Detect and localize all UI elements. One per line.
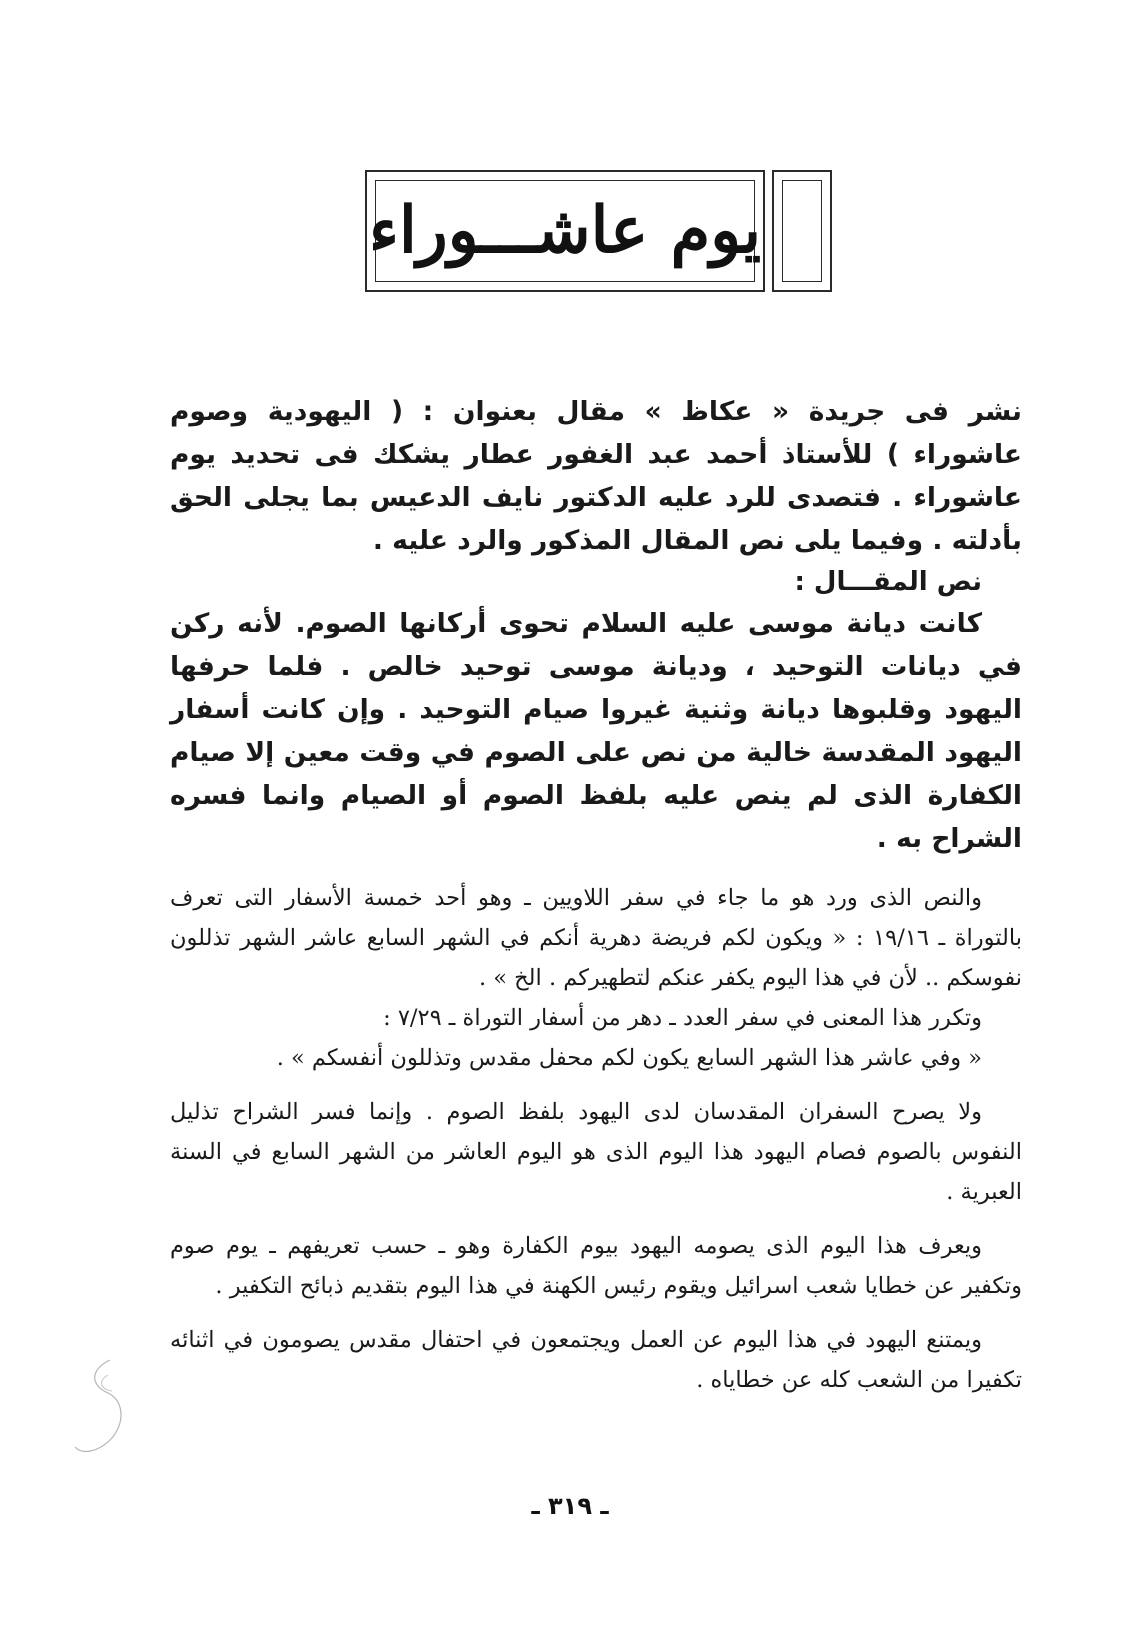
intro-paragraph: نشر فى جريدة « عكاظ » مقال بعنوان : ( اليهودية وصوم عاشوراء ) للأستاذ أحمد عبد الغفور عطار يشكك فى تحديد يوم عاشوراء . فتصدى للرد عليه الدكتور نايف الدعيس بما يجلى الحق بأدلته . وفيما يلى نص المقال المذكور والرد عليه . <box>170 396 1022 556</box>
margin-scribble-mark <box>70 1355 130 1465</box>
page-title: يوم عاشـــوراء <box>368 193 762 268</box>
article-body <box>170 390 1022 1400</box>
article-paragraph-4: « وفي عاشر هذا الشهر السابع يكون لكم محفل مقدس وتذللون أنفسكم » . <box>276 1045 982 1071</box>
article-paragraph-6: ويعرف هذا اليوم الذى يصومه اليهود بيوم الكفارة وهو ـ حسب تعريفهم ـ يوم صوم وتكفير عن خطايا شعب اسرائيل ويقوم رئيس الكهنة في هذا اليوم بتقديم ذبائح التكفير . <box>170 1233 1022 1299</box>
title-frame <box>365 170 765 292</box>
article-paragraph-1: كانت ديانة موسى عليه السلام تحوى أركانها الصوم. لأنه ركن في ديانات التوحيد ، وديانة موسى توحيد خالص . فلما حرفها اليهود وقلبوها ديانة وثنية غيروا صيام التوحيد . وإن كانت أسفار اليهود المقدسة خالية من نص على الصوم في وقت معين إلا صيام الكفارة الذى لم ينص عليه بلفظ الصوم أو الصيام وانما فسره الشراح به . <box>170 608 1022 854</box>
title-side-inner-frame <box>782 180 822 282</box>
section-heading: نص المقـــال : <box>794 567 982 597</box>
page-number: ـ ٣١٩ ـ <box>531 1492 609 1520</box>
article-paragraph-2: والنص الذى ورد هو ما جاء في سفر اللاويين ـ وهو أحد خمسة الأسفار التى تعرف بالتوراة ـ ١٩/١٦ : « ويكون لكم فريضة دهرية أنكم في الشهر السابع عاشر الشهر تذللون نفوسكم .. لأن في هذا اليوم يكفر عنكم لتطهيركم . الخ » . <box>170 885 1023 991</box>
article-paragraph-5: ولا يصرح السفران المقدسان لدى اليهود بلفظ الصوم . وإنما فسر الشراح تذليل النفوس بالصوم فصام اليهود هذا اليوم الذى هو اليوم العاشر من الشهر السابع في السنة العبرية . <box>170 1099 1022 1205</box>
title-side-frame <box>772 170 832 292</box>
article-paragraph-3: وتكرر هذا المعنى في سفر العدد ـ دهر من أسفار التوراة ـ ٧/٢٩ : <box>383 1005 982 1031</box>
article-paragraph-7: ويمتنع اليهود في هذا اليوم عن العمل ويجتمعون في احتفال مقدس يصومون في اثنائه تكفيرا من الشعب كله عن خطاياه . <box>170 1327 1022 1393</box>
